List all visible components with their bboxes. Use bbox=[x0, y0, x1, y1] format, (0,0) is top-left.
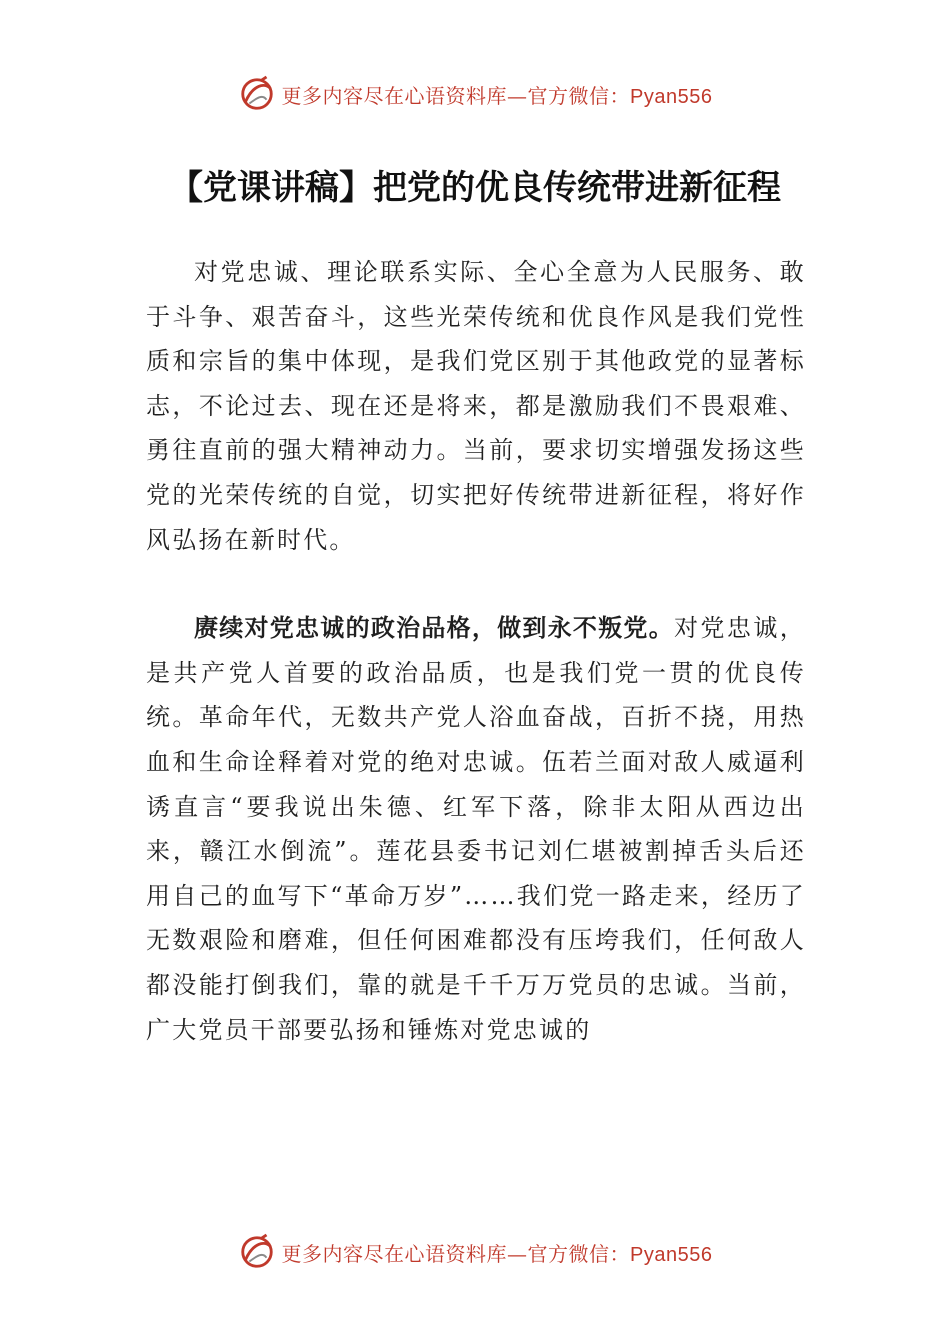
swirl-logo-icon bbox=[238, 1233, 276, 1271]
banner-text: 更多内容尽在心语资料库—官方微信： bbox=[281, 1241, 631, 1266]
banner-text: 更多内容尽在心语资料库—官方微信： bbox=[281, 83, 631, 108]
paragraph-lead: 赓续对党忠诚的政治品格，做到永不叛党。 bbox=[194, 614, 674, 643]
wechat-id: Pyan556 bbox=[630, 85, 713, 108]
wechat-id: Pyan556 bbox=[630, 1243, 713, 1266]
document-body bbox=[146, 250, 806, 1052]
paragraph-loyalty bbox=[146, 606, 806, 1052]
swirl-logo-icon bbox=[238, 75, 276, 113]
paragraph-intro: 对党忠诚、理论联系实际、全心全意为人民服务、敢于斗争、艰苦奋斗，这些光荣传统和优良作风是我们党性质和宗旨的集中体现，是我们党区别于其他政党的显著标志，不论过去、现在还是将来，都是激励我们不畏艰难、勇往直前的强大精神动力。当前，要求切实增强发扬这些党的光荣传统的自觉，切实把好传统带进新征程，将好作风弘扬在新时代。 bbox=[146, 258, 806, 554]
paragraph-body: 对党忠诚，是共产党人首要的政治品质，也是我们党一贯的优良传统。革命年代，无数共产党人浴血奋战，百折不挠，用热血和生命诠释着对党的绝对忠诚。伍若兰面对敌人威逼利诱直言“要我说出朱德、红军下落，除非太阳从西边出来，赣江水倒流”。莲花县委书记刘仁堪被割掉舌头后还用自己的血写下“革命万岁”……我们党一路走来，经历了无数艰险和磨难，但任何困难都没有压垮我们，任何敌人都没能打倒我们，靠的就是千千万万党员的忠诚。当前，广大党员干部要弘扬和锤炼对党忠诚的 bbox=[146, 614, 807, 1044]
header-banner bbox=[0, 72, 950, 116]
document-title: 【党课讲稿】把党的优良传统带进新征程 bbox=[169, 168, 781, 208]
footer-banner bbox=[0, 1230, 950, 1274]
